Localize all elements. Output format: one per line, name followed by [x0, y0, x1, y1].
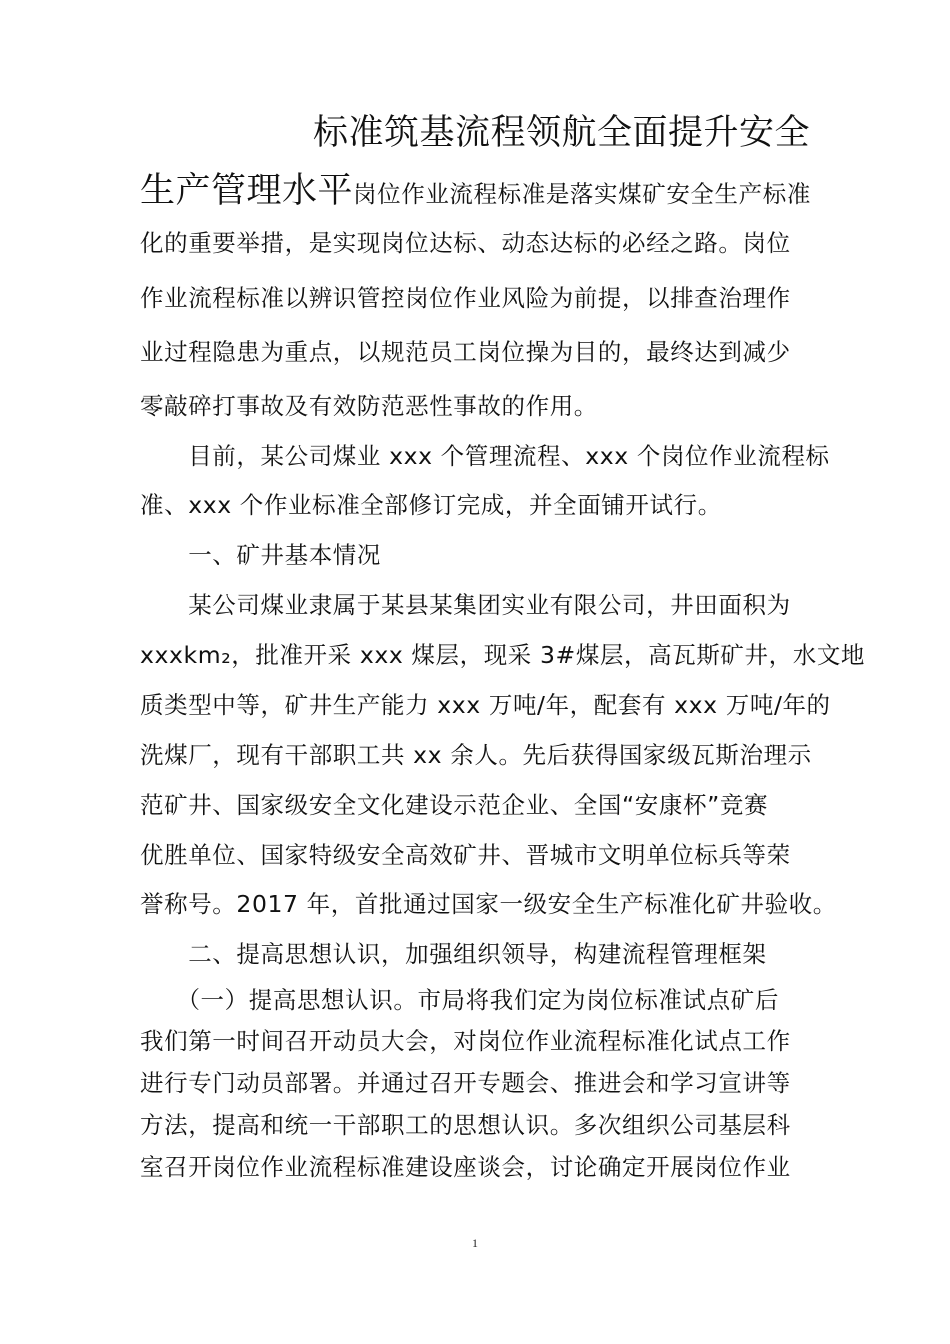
- document-title-line2: 生产管理水平: [140, 171, 354, 211]
- body-line: 零敲碎打事故及有效防范恶性事故的作用。: [140, 392, 598, 420]
- body-line: 誉称号。2017 年，首批通过国家一级安全生产标准化矿井验收。: [140, 890, 837, 918]
- body-line: 我们第一时间召开动员大会，对岗位作业流程标准化试点工作: [140, 1027, 791, 1055]
- body-line: 优胜单位、国家特级安全高效矿井、晋城市文明单位标兵等荣: [140, 841, 791, 869]
- body-line: 方法，提高和统一干部职工的思想认识。多次组织公司基层科: [140, 1111, 791, 1139]
- first-line-text: 岗位作业流程标准是落实煤矿安全生产标准: [353, 180, 811, 208]
- page-number: 1: [472, 1236, 478, 1250]
- section-heading: 一、矿井基本情况: [140, 541, 381, 569]
- body-line: 某公司煤业隶属于某县某集团实业有限公司，井田面积为: [140, 591, 791, 619]
- body-line: 业过程隐患为重点，以规范员工岗位操为目的，最终达到减少: [140, 338, 791, 366]
- body-line: 进行专门动员部署。并通过召开专题会、推进会和学习宣讲等: [140, 1069, 791, 1097]
- body-line: 化的重要举措，是实现岗位达标、动态达标的必经之路。岗位: [140, 229, 791, 257]
- body-line: （一）提高思想认识。市局将我们定为岗位标准试点矿后: [140, 986, 779, 1014]
- first-body-line: [140, 169, 811, 219]
- body-line: 质类型中等，矿井生产能力 xxx 万吨/年，配套有 xxx 万吨/年的: [140, 691, 831, 719]
- body-line: 目前，某公司煤业 xxx 个管理流程、xxx 个岗位作业流程标: [140, 442, 830, 470]
- body-line: 准、xxx 个作业标准全部修订完成，并全面铺开试行。: [140, 491, 722, 519]
- body-line: 范矿井、国家级安全文化建设示范企业、全国“安康杯”竞赛: [140, 791, 769, 819]
- document-title-line1: 标准筑基流程领航全面提升安全: [313, 113, 811, 153]
- body-line: 洗煤厂，现有干部职工共 xx 余人。先后获得国家级瓦斯治理示: [140, 741, 812, 769]
- body-line: xxxkm₂，批准开采 xxx 煤层，现采 3#煤层，高瓦斯矿井，水文地: [140, 641, 866, 669]
- body-line: 室召开岗位作业流程标准建设座谈会，讨论确定开展岗位作业: [140, 1153, 791, 1181]
- section-heading: 二、提高思想认识，加强组织领导，构建流程管理框架: [140, 940, 767, 968]
- body-line: 作业流程标准以辨识管控岗位作业风险为前提，以排查治理作: [140, 284, 791, 312]
